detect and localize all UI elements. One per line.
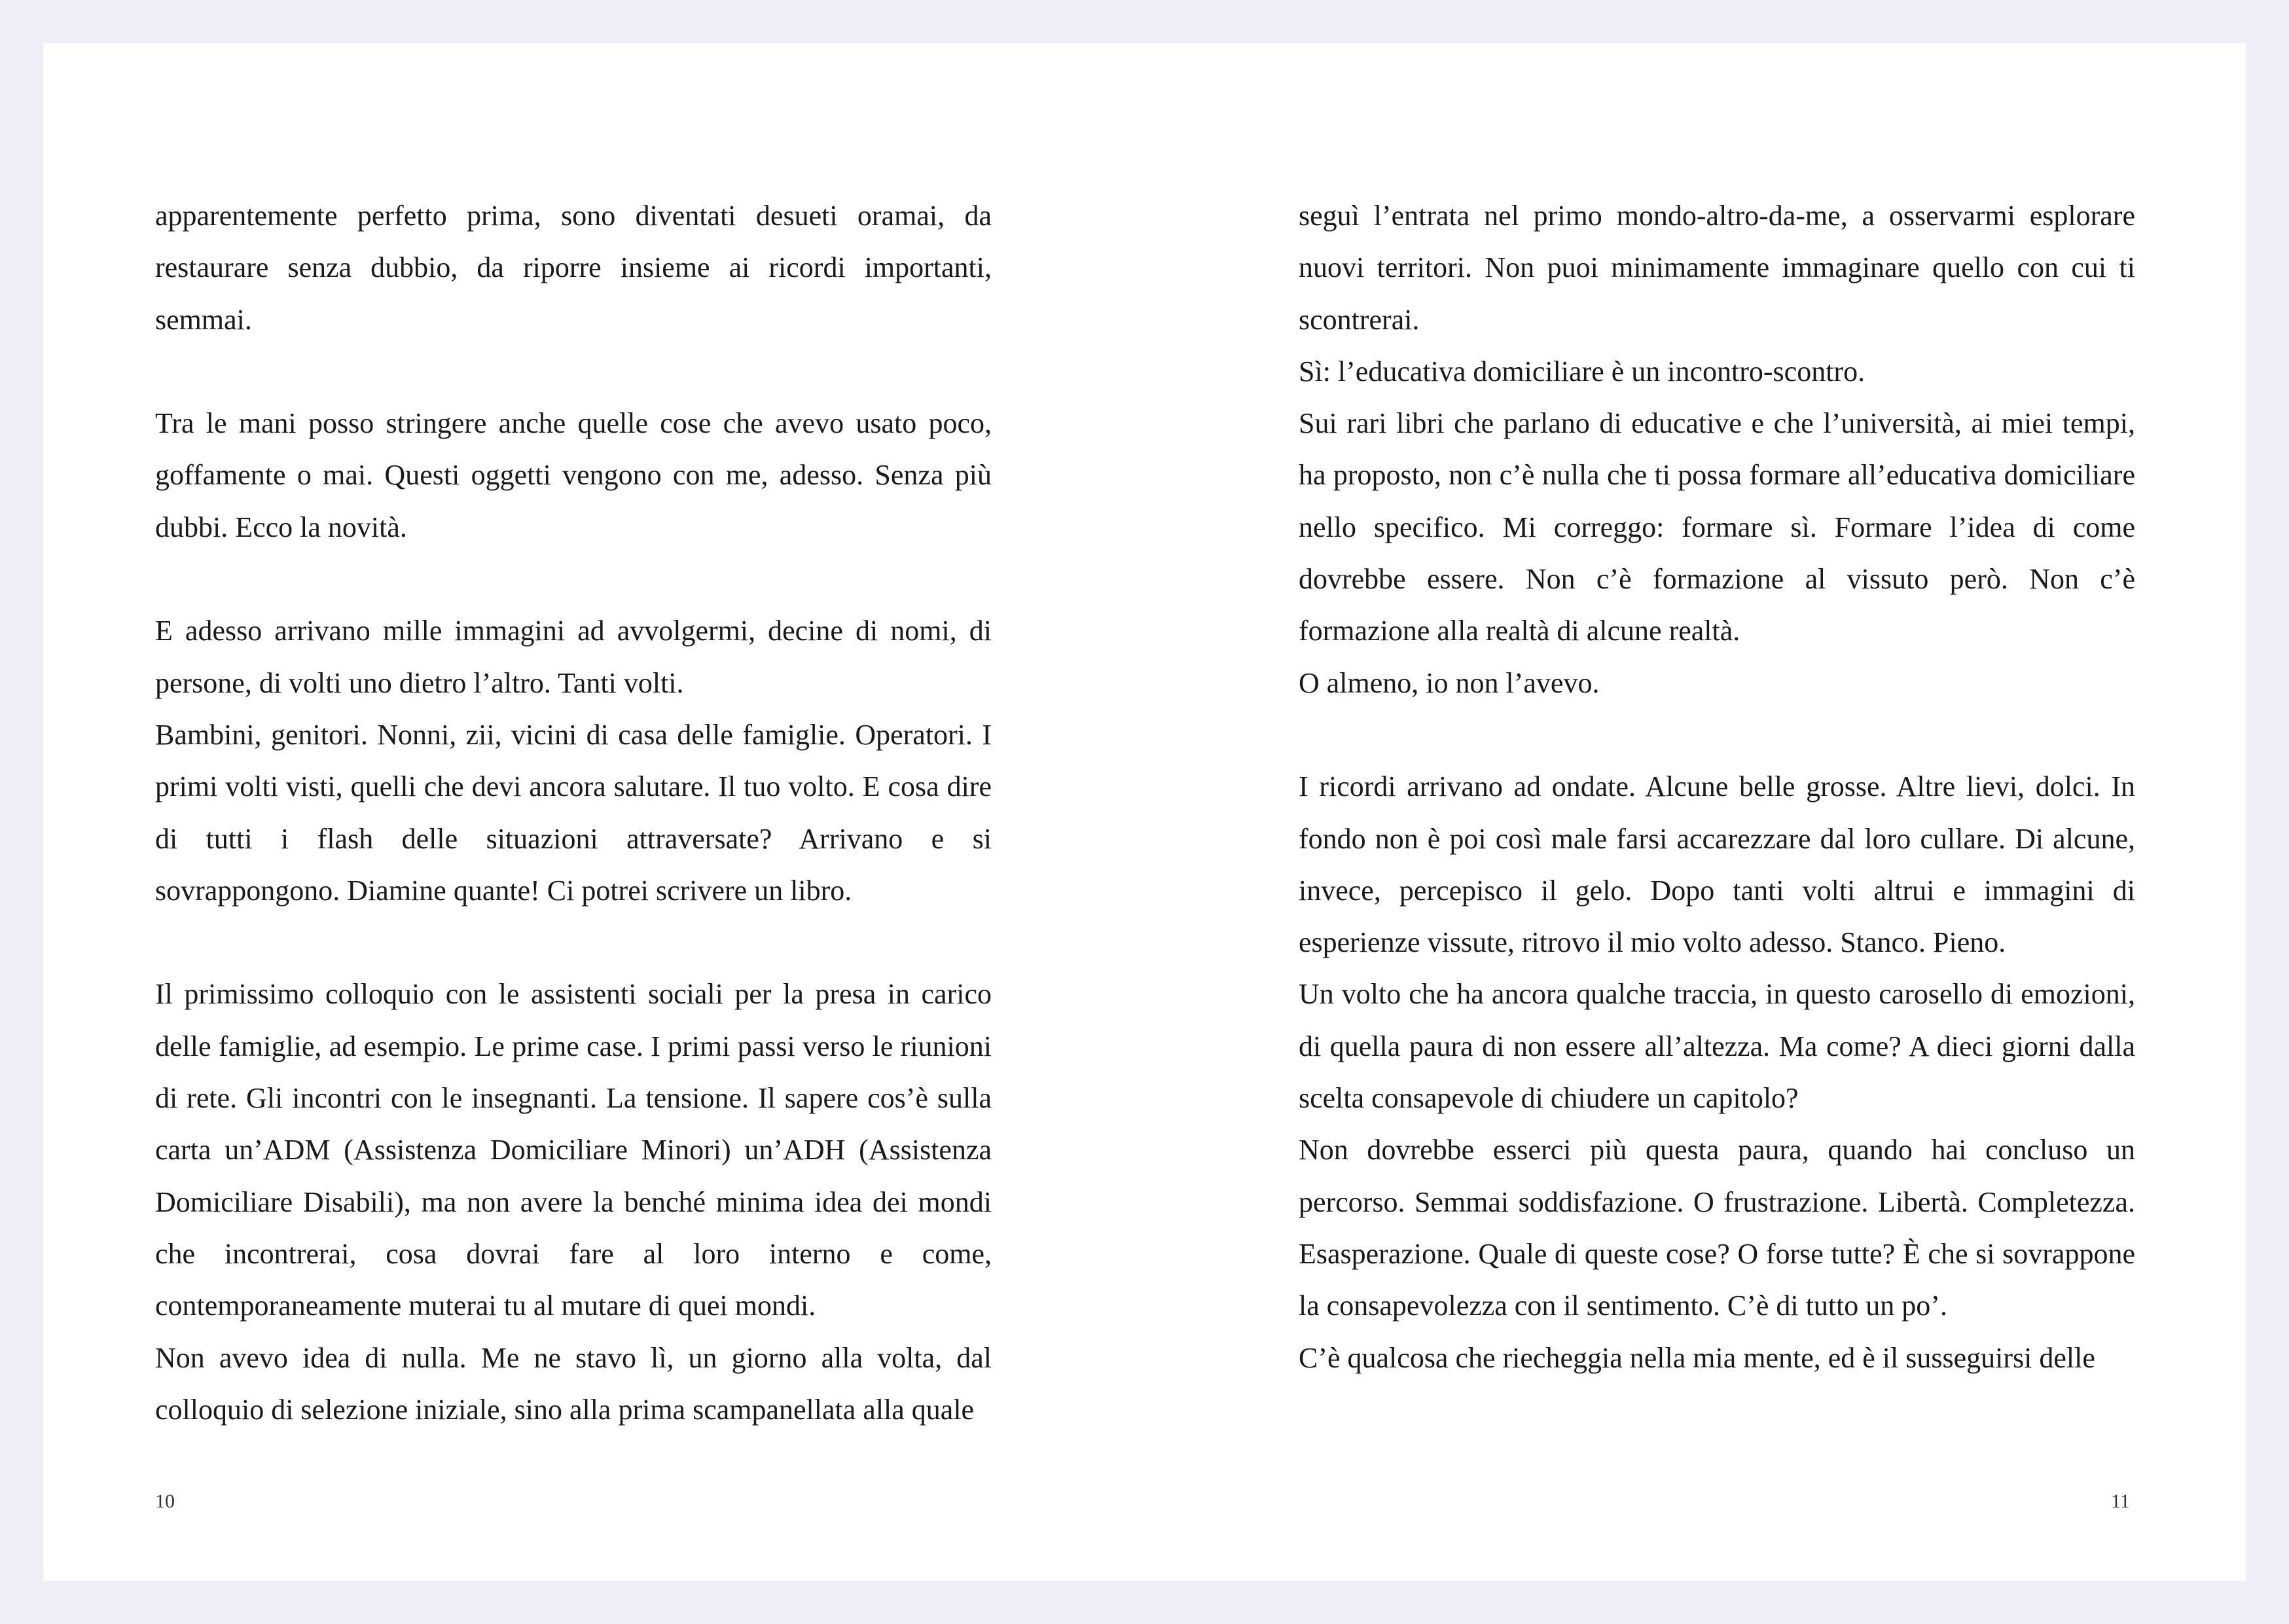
paragraph: E adesso arrivano mille immagini ad avvolgermi, decine di nomi, di persone, di volti uno dietro l’altro. Tanti volti. (155, 615, 992, 699)
page-number: 10 (155, 1490, 175, 1512)
paragraph: apparentemente perfetto prima, sono diventati desueti oramai, da restaurare senza dubbio, da riporre insieme ai ricordi importanti, semmai. (155, 200, 992, 336)
paragraph: Tra le mani posso stringere anche quelle cose che avevo usato poco, goffamente o mai. Questi oggetti vengono con me, adesso. Senza più dubbi. Ecco la novità. (155, 407, 992, 543)
paragraph-gap (155, 916, 992, 968)
paragraph: O almeno, io non l’avevo. (1299, 666, 1600, 699)
paragraph: Il primissimo colloquio con le assistenti sociali per la presa in carico delle famiglie, ad esempio. Le prime case. I primi passi verso le riunioni di rete. Gli incontri con le insegnanti. La tensione. Il sapere cos’è sulla carta un’ADM (Assistenza Domiciliare Minori) un’ADH (Assistenza Domiciliare Disabili), ma non avere la benché minima idea dei mondi che incontrerai, cosa dovrai fare al loro interno e come, contemporaneamente muterai tu al mutare di quei mondi. (155, 978, 992, 1322)
book-spread (43, 43, 2246, 1581)
paragraph: C’è qualcosa che riecheggia nella mia mente, ed è il susseguirsi delle (1299, 1341, 2095, 1374)
paragraph-gap (1299, 709, 2135, 761)
page-number: 11 (2111, 1490, 2130, 1512)
paragraph: I ricordi arrivano ad ondate. Alcune belle grosse. Altre lievi, dolci. In fondo non è poi così male farsi accarezzare dal loro cullare. Di alcune, invece, percepisco il gelo. Dopo tanti volti altrui e immagini di esperienze vissute, ritrovo il mio volto adesso. Stanco. Pieno. (1299, 770, 2135, 959)
left-page-text (155, 190, 992, 1435)
paragraph: Non dovrebbe esserci più questa paura, quando hai concluso un percorso. Semmai soddisfazione. O frustrazione. Libertà. Completezza. Esasperazione. Quale di queste cose? O forse tutte? È che si sovrappone la consapevolezza con il sentimento. C’è di tutto un po’. (1299, 1134, 2135, 1322)
paragraph: Bambini, genitori. Nonni, zii, vicini di casa delle famiglie. Operatori. I primi volti visti, quelli che devi ancora salutare. Il tuo volto. E cosa dire di tutti i flash delle situazioni attraversate? Arrivano e si sovrappongono. Diamine quante! Ci potrei scrivere un libro. (155, 718, 992, 907)
right-page (1144, 43, 2246, 1581)
paragraph-gap (155, 346, 992, 397)
paragraph: Un volto che ha ancora qualche traccia, in questo carosello di emozioni, di quella paura di non essere all’altezza. Ma come? A dieci giorni dalla scelta consapevole di chiudere un capitolo? (1299, 978, 2135, 1115)
paragraph: Non avevo idea di nulla. Me ne stavo lì, un giorno alla volta, dal colloquio di selezione iniziale, sino alla prima scampanellata alla quale (155, 1341, 992, 1426)
paragraph: Sui rari libri che parlano di educative e che l’università, ai miei tempi, ha proposto, non c’è nulla che ti possa formare all’educativa domiciliare nello specifico. Mi correggo: formare sì. Formare l’idea di come dovrebbe essere. Non c’è formazione al vissuto però. Non c’è formazione alla realtà di alcune realtà. (1299, 407, 2135, 647)
left-page (43, 43, 1144, 1581)
right-page-text (1299, 190, 2135, 1384)
paragraph: seguì l’entrata nel primo mondo-altro-da-me, a osservarmi esplorare nuovi territori. Non puoi minimamente immaginare quello con cui ti scontrerai. (1299, 200, 2135, 336)
paragraph-gap (155, 553, 992, 605)
paragraph: Sì: l’educativa domiciliare è un incontro-scontro. (1299, 355, 1865, 388)
